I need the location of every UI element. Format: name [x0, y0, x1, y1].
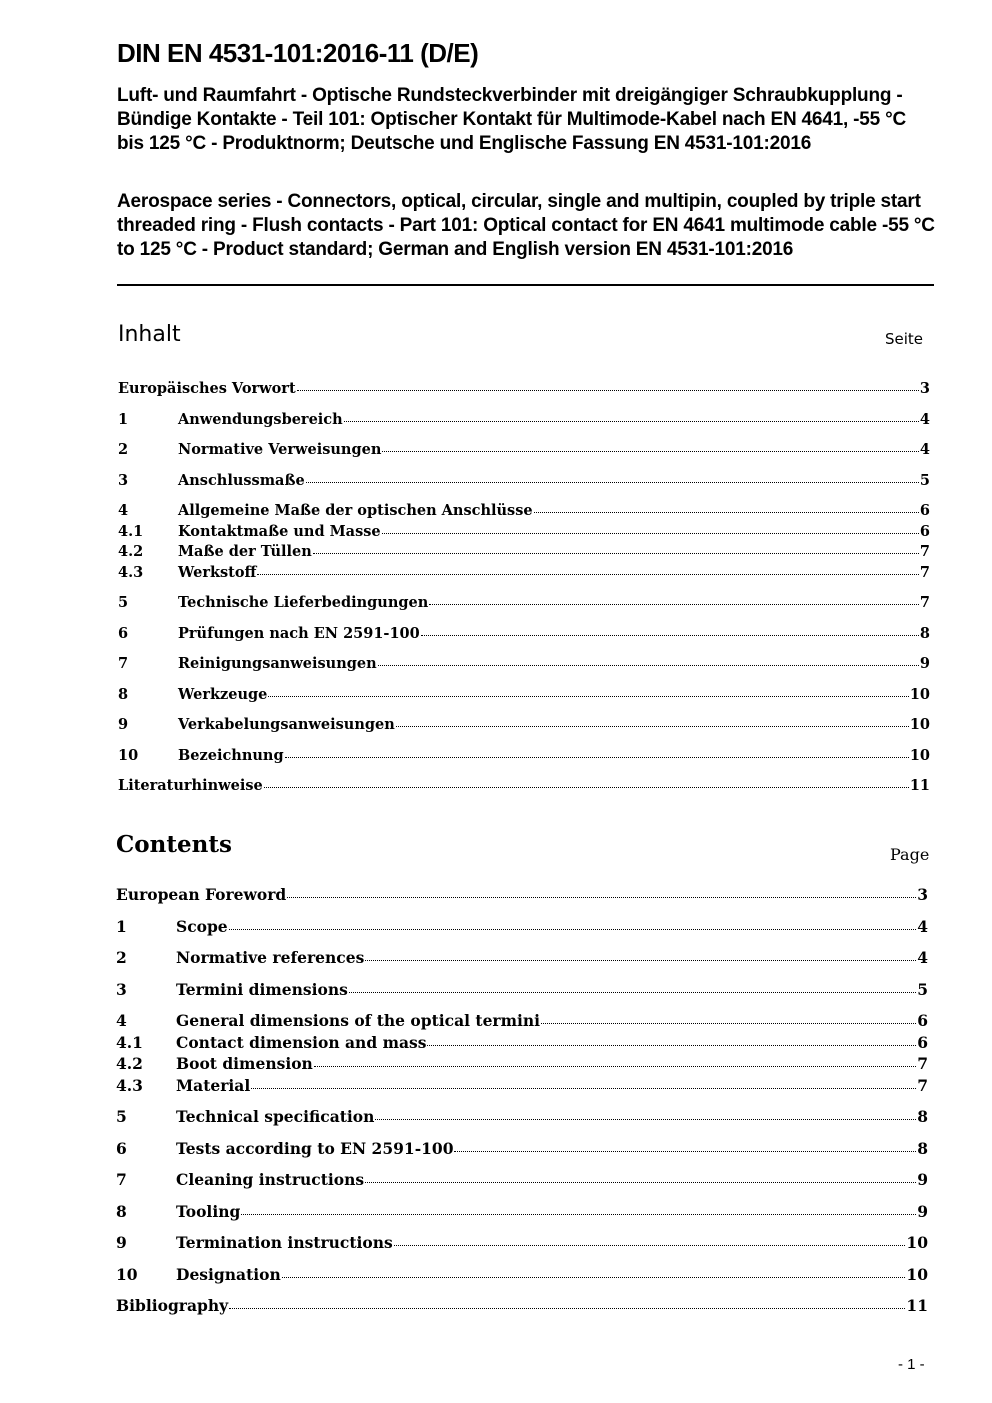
toc-entry-page: 9 [919, 655, 930, 672]
toc-entry-page: 4 [919, 411, 930, 428]
toc-entry-label: Literaturhinweise [118, 777, 263, 794]
toc-entry[interactable] [116, 917, 928, 937]
toc-entry[interactable] [116, 1265, 928, 1285]
toc-entry[interactable] [118, 625, 930, 645]
toc-entry[interactable] [118, 777, 930, 797]
toc-leader [365, 959, 916, 961]
toc-entry-number: 1 [118, 411, 129, 428]
toc-entry-label: Technische Lieferbedingungen [178, 594, 429, 611]
toc-entry-label: General dimensions of the optical termini [176, 1011, 541, 1030]
toc-entry-label: Maße der Tüllen [178, 543, 312, 560]
toc-entry-page: 9 [917, 1170, 928, 1189]
title-german: Luft- und Raumfahrt - Optische Rundsteckverbinder mit dreigängiger Schraubkupplung - Bündige Kontakte - Teil 101: Optischer Kontakt für Multimode-Kabel nach EN 4641, -55 °C bis 125 °C - Produktnorm; Deutsche und Englische Fassung EN 4531-101:2016 [117, 85, 907, 154]
toc-leader [264, 786, 909, 788]
toc-entry[interactable] [116, 948, 928, 968]
toc-entry-label: Reinigungsanweisungen [178, 655, 377, 672]
toc-leader [541, 1022, 916, 1024]
toc-entry-number: 4.3 [118, 564, 144, 581]
toc-entry-number: 8 [118, 686, 129, 703]
toc-entry-label: Prüfungen nach EN 2591-100 [178, 625, 420, 642]
toc-entry-label: Scope [176, 917, 228, 936]
toc-entry-page: 10 [909, 747, 930, 764]
toc-entry-number: 5 [118, 594, 129, 611]
toc-entry-label: Werkzeuge [178, 686, 268, 703]
toc-entry-number: 9 [116, 1233, 127, 1252]
toc-entry[interactable] [116, 1170, 928, 1190]
toc-entry-page: 8 [917, 1107, 928, 1126]
toc-leader [287, 896, 916, 898]
toc-entry-number: 4.3 [116, 1076, 143, 1095]
toc-entry-number: 3 [118, 472, 129, 489]
toc-entry-label: Kontaktmaße und Masse [178, 523, 381, 540]
toc-entry[interactable] [116, 1011, 928, 1031]
toc-entry-number: 3 [116, 980, 127, 999]
toc-entry-page: 7 [919, 564, 930, 581]
toc-entry[interactable] [118, 523, 930, 543]
toc-entry[interactable] [118, 747, 930, 767]
toc-entry-page: 7 [919, 594, 930, 611]
toc-page-label-english: Page [890, 845, 930, 864]
toc-entry-page: 4 [917, 917, 928, 936]
toc-leader [314, 1065, 916, 1067]
toc-leader [349, 991, 916, 993]
toc-entry-page: 5 [919, 472, 930, 489]
toc-entry-number: 4.2 [116, 1054, 143, 1073]
toc-entry-page: 9 [917, 1202, 928, 1221]
toc-entry[interactable] [118, 594, 930, 614]
toc-entry-number: 4.1 [116, 1033, 143, 1052]
toc-leader [229, 1307, 905, 1309]
toc-entry[interactable] [116, 1054, 928, 1074]
toc-leader [229, 928, 917, 930]
toc-leader [382, 450, 919, 452]
toc-entry[interactable] [116, 1107, 928, 1127]
toc-entry-number: 8 [116, 1202, 127, 1221]
toc-entry[interactable] [116, 1076, 928, 1096]
toc-entry-number: 9 [118, 716, 129, 733]
toc-entry-page: 7 [917, 1054, 928, 1073]
toc-entry[interactable] [116, 980, 928, 1000]
toc-leader [429, 603, 919, 605]
toc-entry-number: 10 [116, 1265, 138, 1284]
toc-entry-number: 7 [116, 1170, 127, 1189]
toc-entry-page: 4 [919, 441, 930, 458]
toc-leader [313, 552, 919, 554]
toc-leader [282, 1276, 906, 1278]
toc-leader [251, 1087, 916, 1089]
toc-entry-page: 7 [917, 1076, 928, 1095]
document-number: DIN EN 4531-101:2016-11 (D/E) [117, 38, 479, 68]
toc-entry[interactable] [118, 716, 930, 736]
toc-entry-page: 8 [917, 1139, 928, 1158]
toc-entry-page: 10 [909, 686, 930, 703]
toc-entry-label: Bezeichnung [178, 747, 284, 764]
title-divider [117, 284, 934, 286]
toc-entry-label: Bibliography [116, 1296, 229, 1315]
toc-entry[interactable] [118, 686, 930, 706]
toc-entry-page: 3 [917, 885, 928, 904]
toc-leader [394, 1244, 906, 1246]
toc-leader [375, 1118, 916, 1120]
toc-entry-number: 4.1 [118, 523, 144, 540]
toc-entry-label: Tooling [176, 1202, 241, 1221]
toc-entry-page: 6 [917, 1033, 928, 1052]
toc-entry-page: 11 [909, 777, 930, 794]
toc-leader [306, 481, 919, 483]
toc-entry-page: 10 [906, 1233, 928, 1252]
toc-leader [241, 1213, 916, 1215]
toc-leader [344, 420, 919, 422]
toc-entry[interactable] [118, 502, 930, 522]
toc-entry-label: Normative Verweisungen [178, 441, 382, 458]
toc-entry-number: 4.2 [118, 543, 144, 560]
toc-leader [427, 1044, 916, 1046]
toc-entry-label: Anschlussmaße [178, 472, 305, 489]
toc-leader [421, 634, 919, 636]
toc-entry-page: 4 [917, 948, 928, 967]
toc-entry-page: 7 [919, 543, 930, 560]
toc-entry[interactable] [118, 564, 930, 584]
toc-entry-page: 3 [919, 380, 930, 397]
toc-entry[interactable] [116, 1202, 928, 1222]
toc-entry-label: Material [176, 1076, 251, 1095]
toc-entry-page: 6 [919, 502, 930, 519]
toc-entry-number: 2 [116, 948, 127, 967]
toc-entry-number: 6 [116, 1139, 127, 1158]
toc-entry[interactable] [116, 885, 928, 905]
toc-entry-label: European Foreword [116, 885, 287, 904]
toc-entry-number: 4 [118, 502, 129, 519]
toc-entry-label: Designation [176, 1265, 281, 1284]
toc-entry[interactable] [118, 380, 930, 400]
toc-entry-label: Boot dimension [176, 1054, 313, 1073]
toc-leader [365, 1181, 916, 1183]
toc-entry[interactable] [118, 543, 930, 563]
toc-leader [268, 695, 908, 697]
toc-entry[interactable] [118, 441, 930, 461]
toc-entry[interactable] [116, 1233, 928, 1253]
toc-entry-page: 8 [919, 625, 930, 642]
toc-entry-label: Europäisches Vorwort [118, 380, 296, 397]
toc-heading-english: Contents [116, 831, 232, 858]
toc-entry-number: 2 [118, 441, 129, 458]
toc-entry-number: 4 [116, 1011, 127, 1030]
toc-leader [297, 389, 919, 391]
toc-entry-page: 6 [919, 523, 930, 540]
toc-leader [454, 1150, 916, 1152]
toc-entry-page: 11 [906, 1296, 928, 1315]
toc-entry[interactable] [118, 472, 930, 492]
toc-entry-number: 1 [116, 917, 127, 936]
toc-leader [378, 664, 919, 666]
toc-entry[interactable] [118, 655, 930, 675]
toc-entry[interactable] [116, 1033, 928, 1053]
toc-entry-page: 10 [906, 1265, 928, 1284]
toc-entry[interactable] [116, 1139, 928, 1159]
toc-entry-number: 10 [118, 747, 139, 764]
toc-entry-page: 10 [909, 716, 930, 733]
toc-entry-page: 5 [917, 980, 928, 999]
toc-entry-label: Technical specification [176, 1107, 375, 1126]
toc-entry-label: Normative references [176, 948, 365, 967]
toc-leader [257, 573, 918, 575]
toc-leader [396, 725, 909, 727]
toc-entry-page: 6 [917, 1011, 928, 1030]
title-english: Aerospace series - Connectors, optical, circular, single and multipin, coupled by triple start threaded ring - Flush contacts - Part 101: Optical contact for EN 4641 multimode cable -55 °C to 125 °C - Product standard; German and English version EN 4531-101:2016 [117, 191, 935, 260]
toc-entry-number: 5 [116, 1107, 127, 1126]
toc-leader [534, 511, 919, 513]
toc-entry[interactable] [116, 1296, 928, 1316]
toc-entry-number: 7 [118, 655, 129, 672]
toc-entry-label: Verkabelungsanweisungen [178, 716, 395, 733]
toc-entry[interactable] [118, 411, 930, 431]
toc-entry-label: Contact dimension and mass [176, 1033, 427, 1052]
toc-entry-label: Termination instructions [176, 1233, 393, 1252]
toc-leader [285, 756, 909, 758]
toc-entry-label: Termini dimensions [176, 980, 348, 999]
toc-entry-label: Cleaning instructions [176, 1170, 365, 1189]
toc-page-label-german: Seite [885, 330, 924, 348]
toc-entry-label: Anwendungsbereich [178, 411, 343, 428]
toc-entry-number: 6 [118, 625, 129, 642]
toc-entry-label: Tests according to EN 2591-100 [176, 1139, 454, 1158]
toc-leader [382, 532, 919, 534]
page-number: - 1 - [898, 1356, 925, 1373]
toc-entry-label: Werkstoff [178, 564, 257, 581]
toc-heading-german: Inhalt [118, 322, 181, 347]
toc-entry-label: Allgemeine Maße der optischen Anschlüsse [178, 502, 533, 519]
